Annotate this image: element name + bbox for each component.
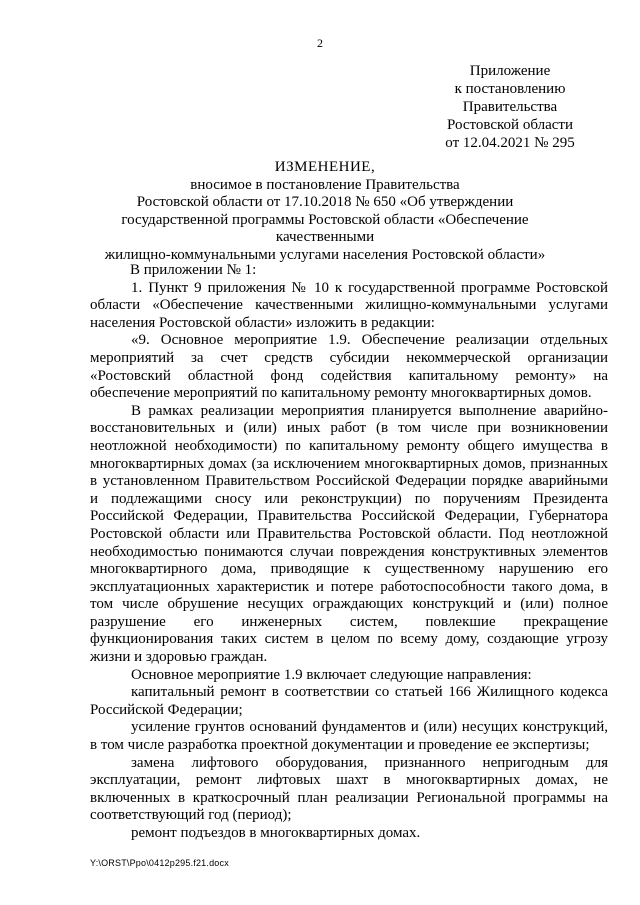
heading-line: жилищно-коммунальными услугами населения Ростовской области»: [104, 246, 546, 263]
file-path-footer: Y:\ORST\Ppo\0412p295.f21.docx: [90, 858, 229, 868]
paragraph: капитальный ремонт в соответствии со статьей 166 Жилищного кодекса Российской Федерации;: [90, 684, 608, 718]
appendix-line: Ростовской области: [447, 117, 573, 133]
appendix-line: Приложение: [469, 63, 551, 79]
appendix-line: к постановлению: [454, 81, 566, 97]
paragraph: В рамках реализации мероприятия планируется выполнение аварийно-восстановительных и (или) иных работ (в том числе при возникновении неотложной необходимости) по капитальному ремонту общего имущества в многоквартирных домах (за исключением многоквартирных домов, признанных в установленном Правительством Российской Федерации порядке аварийными и подлежащими сносу или реконструкции) по поручениям Президента Российской Федерации, Правительства Российской Федерации, Губернатора Ростовской области или Правительства Ростовской области. Под неотложной необходимостью понимаются случаи повреждения конструктивных элементов многоквартирного дома, приводящие к существенному нарушению его эксплуатационных характеристик и потере работоспособности такого дома, в том числе обрушение несущих ограждающих конструкций и (или) полное разрушение его инженерных систем, повлекшие прекращение функционирования таких систем в целом по всему дому, создающие угрозу жизни и здоровью граждан.: [90, 402, 608, 666]
paragraph: В приложении № 1:: [130, 262, 257, 278]
paragraph: замена лифтового оборудования, признанного непригодным для эксплуатации, ремонт лифтовых шахт в многоквартирных домах, не включенных в краткосрочный план реализации Региональной программы на соответствующий год (период);: [90, 754, 608, 824]
paragraph: «9. Основное мероприятие 1.9. Обеспечение реализации отдельных мероприятий за счет средств субсидии некоммерческой организации «Ростовский областной фонд содействия капитальному ремонту» на обеспечение мероприятий по капитальному ремонту многоквартирных домов.: [90, 332, 608, 402]
heading-line: вносимое в постановление Правительства: [190, 176, 460, 193]
paragraph: ремонт подъездов в многоквартирных домах.: [131, 825, 421, 841]
appendix-block: [430, 62, 590, 152]
paragraph: 1. Пункт 9 приложения № 10 к государственной программе Ростовской области «Обеспечение качественными жилищно-коммунальными услугами населения Ростовской области» изложить в редакции:: [90, 279, 608, 331]
page-number: 2: [317, 36, 323, 50]
document-body: [90, 262, 608, 843]
appendix-line: от 12.04.2021 № 295: [445, 135, 575, 151]
paragraph: усиление грунтов оснований фундаментов и (или) несущих конструкций, в том числе разработка проектной документации и проведение ее экспертизы;: [90, 719, 608, 754]
paragraph: Основное мероприятие 1.9 включает следующие направления:: [131, 666, 532, 683]
document-heading: [80, 159, 570, 264]
appendix-line: Правительства: [462, 99, 558, 115]
heading-title: ИЗМЕНЕНИЕ,: [274, 159, 376, 175]
heading-line: Ростовской области от 17.10.2018 № 650 «Об утверждении: [136, 194, 514, 210]
heading-line: государственной программы Ростовской области «Обеспечение качественными: [121, 211, 529, 245]
